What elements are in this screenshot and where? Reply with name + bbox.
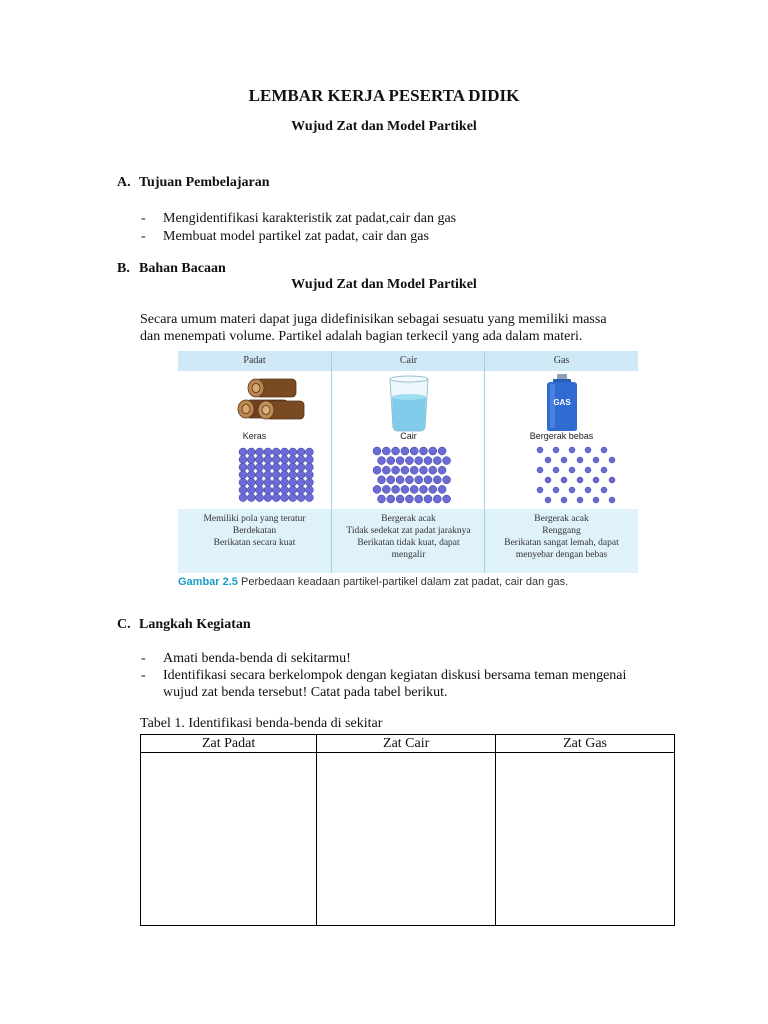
particle	[396, 495, 404, 503]
particle	[405, 457, 413, 465]
particle	[281, 471, 289, 479]
gas-cylinder-icon	[485, 371, 638, 433]
particle	[239, 486, 247, 494]
particle	[585, 447, 591, 453]
particle	[305, 486, 313, 494]
particle	[593, 497, 599, 503]
particle	[545, 497, 551, 503]
particle	[247, 471, 255, 479]
particle	[247, 478, 255, 486]
figure-column-liquid	[332, 351, 485, 573]
particle	[577, 457, 583, 463]
solid-description	[178, 509, 331, 573]
particle	[239, 471, 247, 479]
particle	[239, 456, 247, 464]
solid-desc-line: Berdekatan	[232, 526, 277, 536]
objective-text-1: Mengidentifikasi karakteristik zat padat,cair dan gas	[163, 211, 457, 226]
particle	[429, 447, 437, 455]
particle	[373, 466, 381, 474]
particle	[401, 466, 409, 474]
particle	[256, 456, 264, 464]
particle	[410, 466, 418, 474]
liquid-description	[332, 509, 485, 573]
header-gas: Zat Gas	[496, 735, 675, 753]
particle	[297, 463, 305, 471]
particle	[420, 466, 428, 474]
particle	[272, 448, 280, 456]
particle	[289, 494, 297, 502]
particle	[281, 486, 289, 494]
particle	[239, 478, 247, 486]
particle	[392, 466, 400, 474]
reading-paragraph	[140, 311, 680, 345]
step-text-2-cont: wujud zat benda tersebut! Catat pada tabel berikut.	[163, 685, 448, 700]
liquid-particles-model	[332, 446, 485, 506]
gas-entry-cell[interactable]	[496, 753, 675, 926]
particle	[289, 486, 297, 494]
particle	[305, 456, 313, 464]
logs-icon	[178, 371, 331, 433]
particle	[601, 447, 607, 453]
section-b-letter: B.	[117, 261, 130, 276]
particle	[281, 463, 289, 471]
section-c-title: Langkah Kegiatan	[139, 617, 251, 632]
particle	[256, 463, 264, 471]
particle	[438, 466, 446, 474]
particle	[272, 486, 280, 494]
section-c-heading	[117, 617, 251, 633]
table-caption: Tabel 1. Identifikasi benda-benda di sekitar	[140, 716, 383, 731]
particle	[239, 448, 247, 456]
particle	[537, 447, 543, 453]
liquid-desc-line: Berikatan tidak kuat, dapat	[357, 538, 460, 548]
particle	[297, 456, 305, 464]
table-header-row	[141, 735, 675, 753]
particle	[438, 485, 446, 493]
particle	[577, 477, 583, 483]
column-header-liquid: Cair	[332, 351, 485, 371]
document-subtitle: Wujud Zat dan Model Partikel	[291, 119, 477, 134]
particle	[378, 476, 386, 484]
liquid-desc-line: Tidak sedekat zat padat jaraknya	[346, 526, 471, 536]
particle	[256, 448, 264, 456]
particle	[415, 476, 423, 484]
particle	[247, 494, 255, 502]
particle	[382, 466, 390, 474]
particle	[264, 456, 272, 464]
particle	[433, 476, 441, 484]
particle	[601, 467, 607, 473]
particle	[443, 476, 451, 484]
particle	[405, 495, 413, 503]
particle	[424, 476, 432, 484]
section-a-letter: A.	[117, 175, 131, 190]
particle	[281, 448, 289, 456]
particle	[297, 486, 305, 494]
particle	[433, 495, 441, 503]
figure-column-gas	[485, 351, 638, 573]
particle	[264, 478, 272, 486]
figure-caption	[178, 576, 568, 588]
liquid-entry-cell[interactable]	[317, 753, 496, 926]
particle	[537, 467, 543, 473]
particle	[569, 487, 575, 493]
particle	[247, 456, 255, 464]
particle	[264, 463, 272, 471]
particle	[396, 457, 404, 465]
particle	[305, 471, 313, 479]
particle	[272, 494, 280, 502]
particle	[420, 485, 428, 493]
particle	[410, 485, 418, 493]
particle	[553, 467, 559, 473]
particle	[609, 457, 615, 463]
particle	[577, 497, 583, 503]
particle	[387, 495, 395, 503]
particle	[289, 471, 297, 479]
particle	[415, 495, 423, 503]
step-text-2: Identifikasi secara berkelompok dengan kegiatan diskusi bersama teman mengenai	[163, 668, 627, 683]
particle	[401, 447, 409, 455]
particle	[392, 447, 400, 455]
particle	[378, 457, 386, 465]
particle	[405, 476, 413, 484]
particle	[297, 471, 305, 479]
beaker-icon	[332, 371, 485, 433]
particle	[305, 463, 313, 471]
particle	[297, 478, 305, 486]
particle	[561, 497, 567, 503]
liquid-label: Cair	[400, 431, 417, 441]
gas-tank-text: GAS	[553, 398, 571, 407]
section-b-heading	[117, 261, 226, 277]
particle	[553, 487, 559, 493]
solid-entry-cell[interactable]	[141, 753, 317, 926]
particle	[593, 477, 599, 483]
particle	[553, 447, 559, 453]
liquid-desc-line: mengalir	[391, 550, 426, 560]
particle	[387, 457, 395, 465]
table-row	[141, 753, 675, 926]
states-of-matter-figure	[178, 351, 638, 573]
particle	[305, 448, 313, 456]
particle	[239, 494, 247, 502]
particle	[305, 494, 313, 502]
particle	[609, 477, 615, 483]
particle	[585, 487, 591, 493]
particle	[239, 463, 247, 471]
objective-text-2: Membuat model partikel zat padat, cair dan gas	[163, 229, 429, 244]
liquid-desc-line: Bergerak acak	[381, 514, 436, 524]
gas-desc-line: Berikatan sangat lemah, dapat	[504, 538, 619, 548]
solid-label: Keras	[242, 431, 267, 441]
particle	[289, 478, 297, 486]
header-solid: Zat Padat	[141, 735, 317, 753]
particle	[272, 463, 280, 471]
gas-desc-line: Renggang	[542, 526, 581, 536]
section-c-letter: C.	[117, 617, 131, 632]
particle	[429, 485, 437, 493]
section-a-title: Tujuan Pembelajaran	[139, 175, 270, 190]
section-a-heading	[117, 175, 270, 191]
particle	[537, 487, 543, 493]
solid-desc-line: Memiliki pola yang teratur	[203, 514, 306, 524]
solid-desc-line: Berikatan secara kuat	[213, 538, 296, 548]
particle	[443, 457, 451, 465]
particle	[424, 495, 432, 503]
gas-label: Bergerak bebas	[529, 431, 594, 441]
particle	[289, 456, 297, 464]
paragraph-line-2: dan menempati volume. Partikel adalah bagian terkecil yang ada dalam materi.	[140, 329, 583, 344]
particle	[545, 477, 551, 483]
gas-particles-model	[485, 446, 638, 506]
particle	[382, 485, 390, 493]
particle	[289, 448, 297, 456]
particle	[256, 471, 264, 479]
section-b-title: Bahan Bacaan	[139, 261, 226, 276]
particle	[609, 497, 615, 503]
particle	[256, 494, 264, 502]
particle	[443, 495, 451, 503]
particle	[378, 495, 386, 503]
particle	[401, 485, 409, 493]
particle	[415, 457, 423, 465]
figure-column-solid	[178, 351, 331, 573]
particle	[297, 494, 305, 502]
particle	[256, 478, 264, 486]
particle	[387, 476, 395, 484]
figure-caption-label: Gambar 2.5	[178, 576, 238, 588]
particle	[438, 447, 446, 455]
particle	[561, 477, 567, 483]
particle	[297, 448, 305, 456]
particle	[272, 456, 280, 464]
particle	[272, 471, 280, 479]
particle	[392, 485, 400, 493]
particle	[281, 456, 289, 464]
particle	[264, 448, 272, 456]
gas-description	[485, 509, 638, 573]
header-liquid: Zat Cair	[317, 735, 496, 753]
particle	[281, 478, 289, 486]
particle	[433, 457, 441, 465]
particle	[420, 447, 428, 455]
particle	[429, 466, 437, 474]
particle	[382, 447, 390, 455]
column-header-gas: Gas	[485, 351, 638, 371]
gas-desc-line: Bergerak acak	[534, 514, 589, 524]
particle	[601, 487, 607, 493]
particle	[272, 478, 280, 486]
step-text-1: Amati benda-benda di sekitarmu!	[163, 651, 351, 666]
particle	[545, 457, 551, 463]
particle	[247, 486, 255, 494]
particle	[373, 485, 381, 493]
particle	[569, 467, 575, 473]
particle	[585, 467, 591, 473]
particle	[264, 494, 272, 502]
column-header-solid: Padat	[178, 351, 331, 371]
particle	[247, 448, 255, 456]
reading-title: Wujud Zat dan Model Partikel	[291, 277, 477, 292]
particle	[396, 476, 404, 484]
particle	[289, 463, 297, 471]
particle	[593, 457, 599, 463]
particle	[256, 486, 264, 494]
identification-table	[140, 734, 675, 926]
particle	[410, 447, 418, 455]
particle	[281, 494, 289, 502]
document-title: LEMBAR KERJA PESERTA DIDIK	[248, 86, 520, 105]
particle	[264, 486, 272, 494]
particle	[424, 457, 432, 465]
particle	[561, 457, 567, 463]
particle	[569, 447, 575, 453]
particle	[247, 463, 255, 471]
particle	[305, 478, 313, 486]
particle	[264, 471, 272, 479]
paragraph-line-1: Secara umum materi dapat juga didefinisikan sebagai sesuatu yang memiliki massa	[140, 312, 607, 327]
particle	[373, 447, 381, 455]
gas-desc-line: menyebar dengan bebas	[515, 550, 608, 560]
figure-caption-text: Perbedaan keadaan partikel-partikel dalam zat padat, cair dan gas.	[240, 576, 569, 588]
solid-particles-model	[178, 446, 331, 506]
